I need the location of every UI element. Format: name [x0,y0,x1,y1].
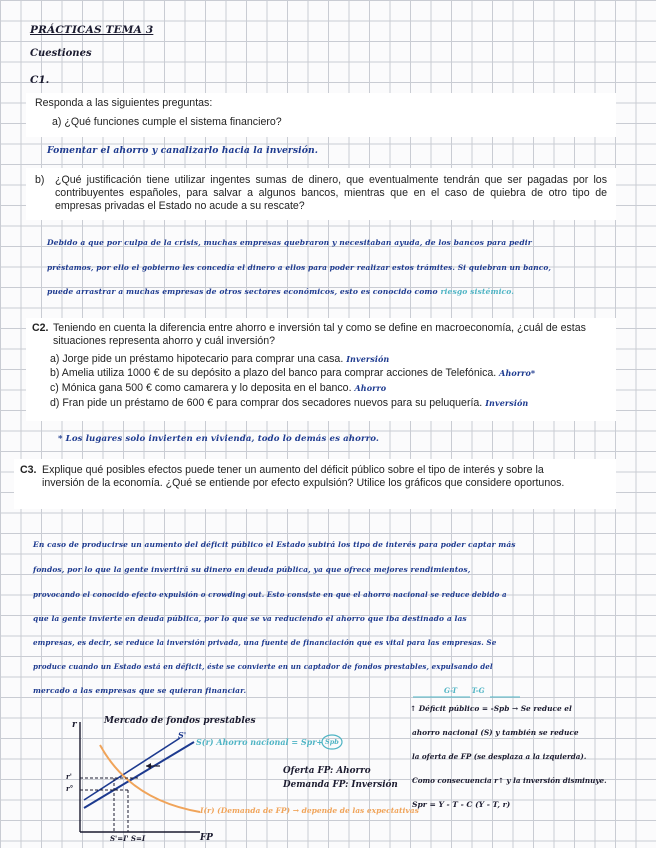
oferta-label: Oferta FP: Ahorro [283,766,371,776]
c3-answer-line6: produce cuando un Estado está en déficit, éste se convierte en un captador de fondos prestables, expulsando del [33,662,493,671]
side-note-line1: ↑ Déficit público = -Spb → Se reduce el [410,704,572,713]
c2-item-d-answer: Inversión [485,398,529,408]
c1-question-b-label: b) [35,174,45,186]
supply-circle-label: Spb [325,738,339,746]
supply-curve-shifted [84,738,180,800]
c3-answer-line5: empresas, es decir, se reduce la inversión privada, una fuente de financiación que es vital para las empresas. Se [33,638,497,647]
supply-prime-label: S' [178,730,187,740]
c1-question-b: ¿Qué justificación tiene utilizar ingentes sumas de dinero, que eventualmente tendrán que ser pagadas por los contribuyentes españoles, para salvar a algunos bancos, mientras que en el caso de quiebra de otro tipo de empresas privadas el Estado no acude a su rescate? [55,174,607,212]
c2-item-c-text: c) Mónica gana 500 € como camarera y lo deposita en el banco. [50,382,352,394]
c2-question: Teniendo en cuenta la diferencia entre ahorro e inversión tal y como se define en macroeconomía, ¿cuál de estas situaciones representa ahorro y cuál inversión? [53,322,586,347]
c3-answer-line4: que la gente invierte en deuda pública, por lo que se va reduciendo el ahorro que iba destinado a las [33,614,467,623]
graph-y-label: r [72,720,77,730]
c3-answer-line7: mercado a las empresas que se quieran financiar. [33,686,247,695]
s-labels: S'=I' S=I [110,834,146,843]
c2-item-d-text: d) Fran pide un préstamo de 600 € para comprar dos secadores nuevos para su peluquería. [50,397,483,409]
c2-label: C2. [32,322,49,334]
c1-answer-b-line1: Debido a que por culpa de la crisis, muchas empresas quebraron y necesitaban ayuda, de los bancos para pedir [47,238,532,247]
graph-x-label: FP [200,833,213,843]
section-subtitle: Cuestiones [30,48,92,59]
demand-label: I(r) (Demanda de FP) → depende de las expectativas [200,806,419,815]
c2-item-b-answer: Ahorro* [499,368,536,378]
demanda-label: Demanda FP: Inversión [283,780,398,790]
c1-intro: Responda a las siguientes preguntas: [35,97,213,109]
c3-answer-line1: En caso de producirse un aumento del déficit público el Estado subirá los tipo de interés para poder captar más [33,540,516,549]
graph-title: Mercado de fondos prestables [104,716,256,726]
side-note-line4: Como consecuencia r↑ y la inversión disminuye. [412,776,607,785]
side-note-line5: Spr = Y - T - C (Y - T, r) [412,800,511,809]
c2-item-a-answer: Inversión [346,354,390,364]
c3-question: Explique qué posibles efectos puede tener un aumento del déficit público sobre el tipo de interés y sobre la inversión de la economía. ¿Qué se entiende por efecto expulsión? Utilice los gráficos que considere oportunos. [42,464,565,489]
c1-question-a: a) ¿Qué funciones cumple el sistema financiero? [52,116,282,128]
side-note-above: G-T T-G [444,686,485,695]
c1-answer-b-line2: préstamos, por ello el gobierno les concedía el dinero a ellos para poder realizar estos trámites. Si quiebran un banco, [47,263,552,272]
c2-item-c-answer: Ahorro [354,383,387,393]
r-prime-label: r' [66,772,72,781]
c2-footnote: * Los lugares solo invierten en vivienda, todo lo demás es ahorro. [58,434,379,444]
c1-answer-b-highlight: riesgo sistémico. [440,287,515,296]
shift-arrow-head [146,763,151,769]
c1-label: C1. [30,74,50,86]
c3-answer-line3: provocando el conocido efecto expulsión o crowding out. Esto consiste en que el ahorro nacional se reduce debido a [33,590,507,599]
c2-item-b-text: b) Amelia utiliza 1000 € de su depósito a plazo del banco para comprar acciones de Telefónica. [50,367,497,379]
c3-label: C3. [20,464,37,476]
side-note-line2: ahorro nacional (S) y también se reduce [412,728,579,737]
c3-answer-line2: fondos, por lo que la gente invertirá su dinero en deuda pública, ya que ofrece mejores rendimientos, [33,565,471,574]
r0-label: r° [66,784,74,793]
c1-answer-a: Fomentar el ahorro y canalizarlo hacia la inversión. [47,145,319,156]
c1-answer-b-line3-text: puede arrastrar a muchas empresas de otros sectores económicos, esto es conocido como [47,287,438,296]
c2-item-a-text: a) Jorge pide un préstamo hipotecario para comprar una casa. [50,353,344,365]
page-title: PRÁCTICAS TEMA 3 [30,24,154,36]
supply-curve [84,742,194,808]
supply-label: S(r) Ahorro nacional = Spr+ [196,737,324,747]
side-note-line3: la oferta de FP (se desplaza a la izquierda). [412,752,587,761]
